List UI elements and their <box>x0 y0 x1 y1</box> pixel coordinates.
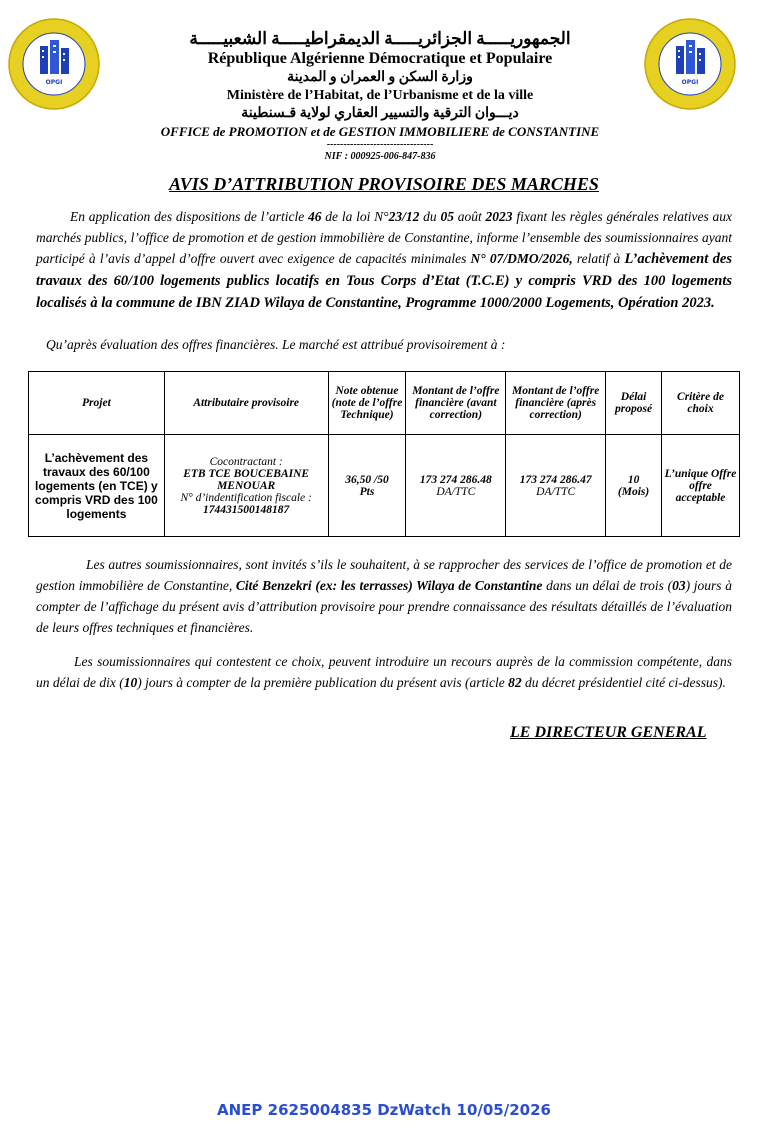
montant-apres-unit: DA/TTC <box>536 485 576 498</box>
cell-critere: L’unique Offre offre acceptable <box>662 435 740 537</box>
award-table <box>28 371 740 537</box>
tender-object: L’achèvement des travaux des 60/100 logements publics locatifs en Tous Corps d’Etat (T.C.E) y compris VRD des 100 logements localisés à la commune de IBN ZIAD Wilaya de Constantine, Programme 1000/2000 Logements, Opération 2023. <box>36 251 733 311</box>
cocontractant-name: ETB TCE BOUCEBAINE MENOUAR <box>183 467 310 492</box>
office-arabic: ديـــوان الترقية والتسيير العقاري لولاية قـسنطينة <box>241 106 519 121</box>
republic-french: République Algérienne Démocratique et Populaire <box>207 50 553 67</box>
header-montant-avant: Montant de l’offre financière (avant correction) <box>406 372 506 435</box>
opgi-logo-right <box>644 18 736 110</box>
intro-paragraph: En application des dispositions de l’article 46 de la loi N°23/12 du 05 août 2023 fixant les règles générales relatives aux marchés publics, l’office de promotion et de gestion immobilière de Constantine, informe l’ensemble des soumissionnaires ayant participé à l’avis d’appel d’offre ouvert avec exigence de capacités minimales N° 07/DMO/2026, relatif à L’achèvement des travaux des 60/100 logements publics locatifs en Tous Corps d’Etat (T.C.E) y compris VRD des 100 logements localisés à la commune de IBN ZIAD Wilaya de Constantine, Programme 1000/2000 Logements, Opération 2023. <box>36 209 733 311</box>
nif-label: N° d’indentification fiscale : <box>180 491 312 504</box>
header-projet: Projet <box>29 372 165 435</box>
republic-arabic: الجمهوريـــــة الجزائريـــــة الديمقراطيـــــة الشعبيـــــة <box>189 29 571 48</box>
header-note: Note obtenue (note de l’offre Technique) <box>328 372 406 435</box>
montant-apres-value: 173 274 286.47 <box>519 473 592 486</box>
header-critere: Critère de choix <box>662 372 740 435</box>
result-line: Qu’après évaluation des offres financières. Le marché est attribué provisoirement à : <box>46 337 506 352</box>
note-value: 36,50 /50 <box>345 473 389 486</box>
office-french: OFFICE de PROMOTION et de GESTION IMMOBILIERE de CONSTANTINE <box>160 124 600 139</box>
signature: LE DIRECTEUR GENERAL <box>510 724 707 741</box>
montant-avant-value: 173 274 286.48 <box>419 473 492 486</box>
publication-footer: ANEP 2625004835 DzWatch 10/05/2026 <box>217 1101 551 1119</box>
letterhead <box>110 30 650 163</box>
table-header-row <box>29 372 740 435</box>
cell-attributaire <box>164 435 328 537</box>
recours-paragraph: Les soumissionnaires qui contestent ce choix, peuvent introduire un recours auprès de la commission compétente, dans un délai de dix (10) jours à compter de la première publication du présent avis (article 82 du décret présidentiel cité ci-dessus). <box>36 654 732 690</box>
ministry-arabic: وزارة السكن و العمران و المدينة <box>287 70 473 85</box>
nif-value: 174431500148187 <box>203 503 290 516</box>
cocontractant-label: Cocontractant : <box>209 455 283 468</box>
cell-projet: L’achèvement des travaux des 60/100 logements (en TCE) y compris VRD des 100 logements <box>29 435 165 537</box>
table-row <box>29 435 740 537</box>
header-attributaire: Attributaire provisoire <box>164 372 328 435</box>
office-address: Cité Benzekri (ex: les terrasses) Wilaya de Constantine <box>235 578 543 593</box>
montant-avant-unit: DA/TTC <box>436 485 476 498</box>
tender-reference: N° 07/DMO/2026, <box>470 251 573 266</box>
notice-title: AVIS D’ATTRIBUTION PROVISOIRE DES MARCHES <box>169 174 599 194</box>
opgi-logo-left <box>8 18 100 110</box>
cell-montant-avant <box>406 435 506 537</box>
note-unit: Pts <box>359 485 375 498</box>
header-separator: -------------------------------- <box>326 139 434 150</box>
nif-number: NIF : 000925-006-847-836 <box>324 151 436 162</box>
ministry-french: Ministère de l’Habitat, de l’Urbanisme et de la ville <box>226 88 534 103</box>
header-delai: Délai proposé <box>606 372 662 435</box>
cell-note <box>328 435 406 537</box>
cell-delai <box>606 435 662 537</box>
svg-text:OPGI: OPGI <box>45 79 63 86</box>
cell-montant-apres <box>506 435 606 537</box>
delai-value: 10 <box>627 473 640 486</box>
delai-unit: (Mois) <box>617 485 650 498</box>
others-paragraph: Les autres soumissionnaires, sont invités s’ils le souhaitent, à se rapprocher des services de l’office de promotion et de gestion immobilière de Constantine, Cité Benzekri (ex: les terrasses) Wilaya de Constantine dans un délai de trois (03) jours à compter de l’affichage du présent avis d’attribution provisoire pour prendre connaissance des résultats détaillés de l’évaluation de leurs offres techniques et financières. <box>36 557 732 635</box>
header-montant-apres: Montant de l’offre financière (après correction) <box>506 372 606 435</box>
svg-text:OPGI: OPGI <box>681 79 699 86</box>
